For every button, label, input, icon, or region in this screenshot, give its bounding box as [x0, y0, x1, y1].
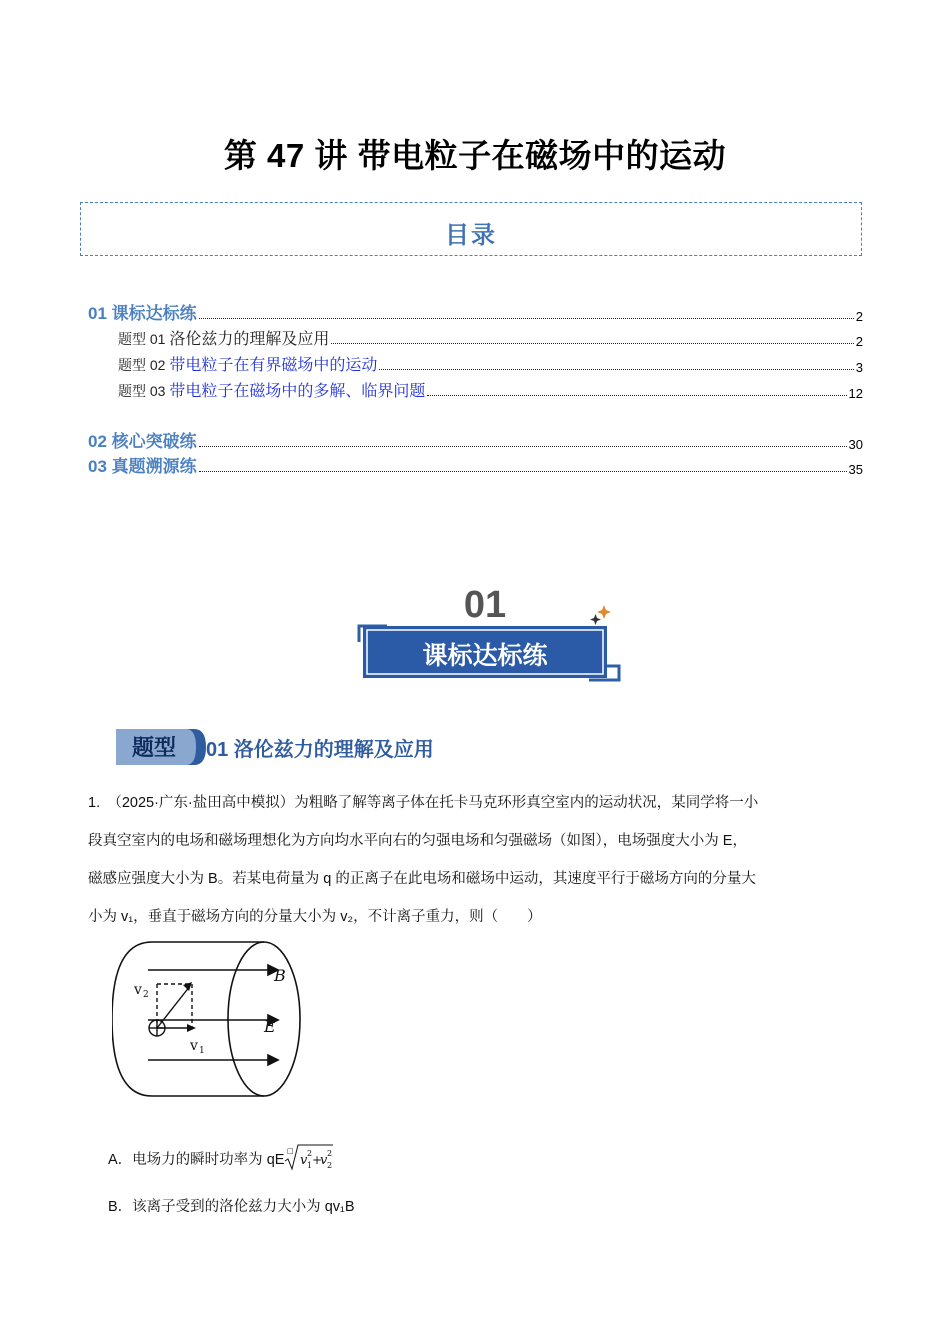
- section-badge-number: 01: [463, 584, 507, 626]
- toc-entry-label: 01 课标达标练: [88, 304, 197, 323]
- type-header-title: 01 洛伦兹力的理解及应用: [206, 738, 434, 761]
- toc-entry-title: 洛伦兹力的理解及应用: [169, 331, 330, 348]
- toc-page-number: 3: [855, 360, 863, 375]
- option-a-text: A．电场力的瞬时功率为 qE: [108, 1151, 285, 1168]
- section-badge-graphic: [357, 580, 622, 690]
- toc-entry-label: [118, 352, 377, 375]
- svg-text:1: 1: [307, 1161, 313, 1170]
- toc-page-number: 2: [855, 309, 863, 324]
- svg-text:v: v: [300, 1153, 308, 1168]
- toc-leader-dots: [427, 394, 846, 396]
- svg-text:2: 2: [327, 1161, 333, 1170]
- toc-leader-dots: [331, 342, 853, 344]
- toc-entry-label: [118, 378, 425, 401]
- svg-text:+: +: [312, 1153, 323, 1167]
- toc-heading-box: [80, 202, 862, 256]
- svg-text:v: v: [320, 1153, 328, 1168]
- field-label-b: B: [274, 966, 286, 985]
- toc-leader-dots: [199, 470, 847, 472]
- toc-leader-dots: [379, 368, 853, 370]
- toc-page-number: 35: [848, 462, 863, 477]
- question-stem-line-3: 磁感应强度大小为 B。若某电荷量为 q 的正离子在此电场和磁场中运动，其速度平行于磁场方向的分量大: [88, 871, 756, 887]
- toc-leader-dots: [199, 445, 847, 447]
- toc-page-number: 30: [848, 437, 863, 452]
- velocity-label-v2: v: [134, 982, 142, 998]
- toc-entry-label: [118, 326, 329, 349]
- toc-entry-title: 带电粒子在有界磁场中的运动: [169, 357, 378, 374]
- question-type-header: [116, 727, 434, 767]
- toc-entry-type-01[interactable]: [118, 327, 863, 349]
- field-cylinder-diagram: [112, 940, 304, 1098]
- toc-entry-prefix: 题型 03: [118, 383, 170, 399]
- toc-entry-label: 02 核心突破练: [88, 432, 197, 451]
- type-tag-graphic: [116, 727, 208, 767]
- option-a[interactable]: [108, 1143, 334, 1173]
- toc-entry-label: 03 真题溯源练: [88, 457, 197, 476]
- toc-entry-section-01[interactable]: [88, 302, 863, 324]
- velocity-label-v2-sub: 2: [143, 990, 149, 1000]
- question-stem-line-4: 小为 v₁，垂直于磁场方向的分量大小为 v₂，不计离子重力，则（ ）: [88, 909, 542, 925]
- section-badge-label: 课标达标练: [422, 642, 548, 670]
- type-tag-label: 题型: [131, 735, 177, 761]
- toc-heading: 目录: [445, 222, 497, 249]
- toc-entry-prefix: 题型 02: [118, 357, 170, 373]
- toc-page-number: 12: [848, 386, 863, 401]
- sparkle-icon: [597, 605, 611, 619]
- question-figure: [112, 940, 304, 1098]
- svg-text:2: 2: [307, 1149, 313, 1158]
- toc-entry-prefix: 题型 01: [118, 331, 170, 347]
- sqrt-formula: [284, 1143, 334, 1173]
- toc-entry-section-03[interactable]: [88, 455, 863, 477]
- svg-text:2: 2: [327, 1149, 333, 1158]
- velocity-label-v1: v: [190, 1038, 198, 1054]
- svg-text:□: □: [287, 1147, 295, 1155]
- sparkle-icon: [590, 614, 601, 625]
- section-badge: [357, 580, 622, 690]
- velocity-label-v1-sub: 1: [199, 1046, 205, 1056]
- toc-entry-type-03[interactable]: [118, 379, 863, 401]
- option-b[interactable]: B．该离子受到的洛伦兹力大小为 qv₁B: [108, 1199, 355, 1215]
- question-stem-line-2: 段真空室内的电场和磁场理想化为方向均水平向右的匀强电场和匀强磁场（如图），电场强度大小为 E，: [88, 833, 747, 849]
- toc-entry-title: 带电粒子在磁场中的多解、临界问题: [169, 383, 426, 400]
- toc-entry-type-02[interactable]: [118, 353, 863, 375]
- toc-page-number: 2: [855, 334, 863, 349]
- field-label-e: E: [264, 1017, 276, 1036]
- toc-leader-dots: [199, 317, 854, 319]
- question-stem-line-1: 1. （2025·广东·盐田高中模拟）为粗略了解等离子体在托卡马克环形真空室内的运动状况，某同学将一小: [88, 795, 759, 811]
- page-title: 第 47 讲 带电粒子在磁场中的运动: [223, 137, 727, 174]
- toc-entry-section-02[interactable]: [88, 430, 863, 452]
